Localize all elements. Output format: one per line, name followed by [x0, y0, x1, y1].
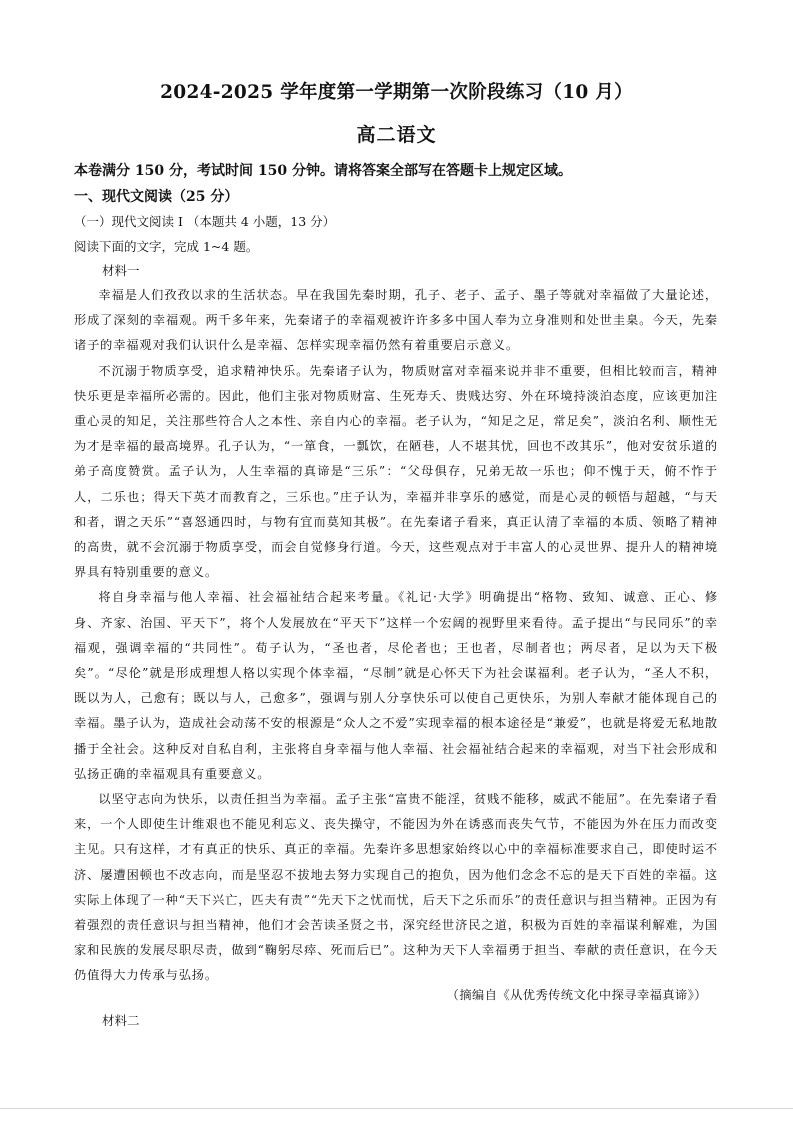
material-one-body — [74, 283, 718, 989]
page-bottom-divider — [0, 1108, 793, 1109]
paragraph: 将自身幸福与他人幸福、社会福祉结合起来考量。《礼记·大学》明确提出“格物、致知、诚意、正心、修身、齐家、治国、平天下”，将个人发展放在“平天下”这样一个宏阔的视野里来看待。孟子提出“与民同乐”的幸福观，强调幸福的“共同性”。荀子认为，“圣也者，尽伦者也；王也者，尽制者也；两尽者，足以为天下极矣”。“尽伦”就是形成理想人格以实现个体幸福，“尽制”就是心怀天下为社会谋福利。老子认为，“圣人不积，既以为人，己愈有；既以与人，己愈多”，强调与别人分享快乐可以使自己更快乐，为别人奉献才能体现自己的幸福。墨子认为，造成社会动荡不安的根源是“众人之不爱”实现幸福的根本途径是“兼爱”，也就是将爱无私地散播于全社会。这种反对自私自利，主张将自身幸福与他人幸福、社会福祉结合起来的幸福观，对当下社会形成和弘扬正确的幸福观具有重要意义。 — [74, 590, 718, 781]
section-heading: 一、现代文阅读（25 分） — [74, 189, 239, 205]
material-one-label: 材料一 — [102, 263, 140, 278]
exam-instruction: 本卷满分 150 分，考试时间 150 分钟。请将答案全部写在答题卡上规定区域。 — [74, 163, 572, 179]
source-citation: （摘编自《从优秀传统文化中探寻幸福真谛》） — [446, 988, 707, 1002]
paragraph: 以坚守志向为快乐，以责任担当为幸福。孟子主张“富贵不能淫，贫贱不能移，威武不能屈”。在先秦诸子看来，一个人即使生计维艰也不能见利忘义、丧失操守，不能因为外在诱惑而丧失气节，不能因为外在压力而改变主见。只有这样，才有真正的快乐、真正的幸福。先秦许多思想家始终以心中的幸福标准要求自己，即使时运不济、屡遭困顿也不改志向，而是坚忍不拔地去努力实现自己的抱负，因为他们念念不忘的是天下百姓的幸福。这实际上体现了一种“天下兴亡，匹夫有责”“先天下之忧而忧，后天下之乐而乐”的责任意识与担当精神。正因为有着强烈的责任意识与担当精神，他们才会苦读圣贤之书，深究经世济民之道，积极为百姓的幸福谋利解难，为国家和民族的发展尽职尽责，做到“鞠躬尽瘁、死而后已”。这种为天下人幸福勇于担当、奉献的责任意识，在今天仍值得大力传承与弘扬。 — [74, 792, 718, 983]
paragraph: 幸福是人们孜孜以求的生活状态。早在我国先秦时期，孔子、老子、孟子、墨子等就对幸福做了大量论述，形成了深刻的幸福观。两千多年来，先秦诸子的幸福观被许许多多中国人奉为立身准则和处世圭臬。今天，先秦诸子的幸福观对我们认识什么是幸福、怎样实现幸福仍然有着重要启示意义。 — [74, 288, 718, 353]
reading-prompt: 阅读下面的文字，完成 1~4 题。 — [74, 239, 259, 254]
subsection-heading: （一）现代文阅读 I （本题共 4 小题，13 分） — [74, 214, 336, 229]
exam-title: 2024-2025 学年度第一学期第一次阶段练习（10 月） — [160, 82, 633, 103]
material-two-label: 材料二 — [102, 1013, 140, 1028]
subject-title: 高二语文 — [356, 124, 437, 146]
paragraph: 不沉溺于物质享受，追求精神快乐。先秦诸子认为，物质财富对幸福来说并非不重要，但相比较而言，精神快乐更是幸福所必需的。因此，他们主张对物质财富、生死寿夭、贵贱达穷、外在环境持淡泊态度，应该更加注重心灵的知足，关注那些符合人之本性、亲自内心的幸福。老子认为，“知足之足，常足矣”，淡泊名利、顺性无为才是幸福的最高境界。孔子认为，“一箪食，一瓢饮，在陋巷，人不堪其忧，回也不改其乐”，他对安贫乐道的弟子高度赞赏。孟子认为，人生幸福的真谛是“三乐”：“父母俱存，兄弟无故一乐也；仰不愧于天，俯不怍于人，二乐也；得天下英才而教育之，三乐也。”庄子认为，幸福并非享乐的感觉，而是心灵的顿悟与超越，“与天和者，谓之天乐”“喜怒通四时，与物有宜而莫知其极”。在先秦诸子看来，真正认清了幸福的本质、领略了精神的高贵，就不会沉溺于物质享受，而会自觉修身行道。今天，这些观点对于丰富人的心灵世界、提升人的精神境界具有特别重要的意义。 — [74, 363, 718, 580]
